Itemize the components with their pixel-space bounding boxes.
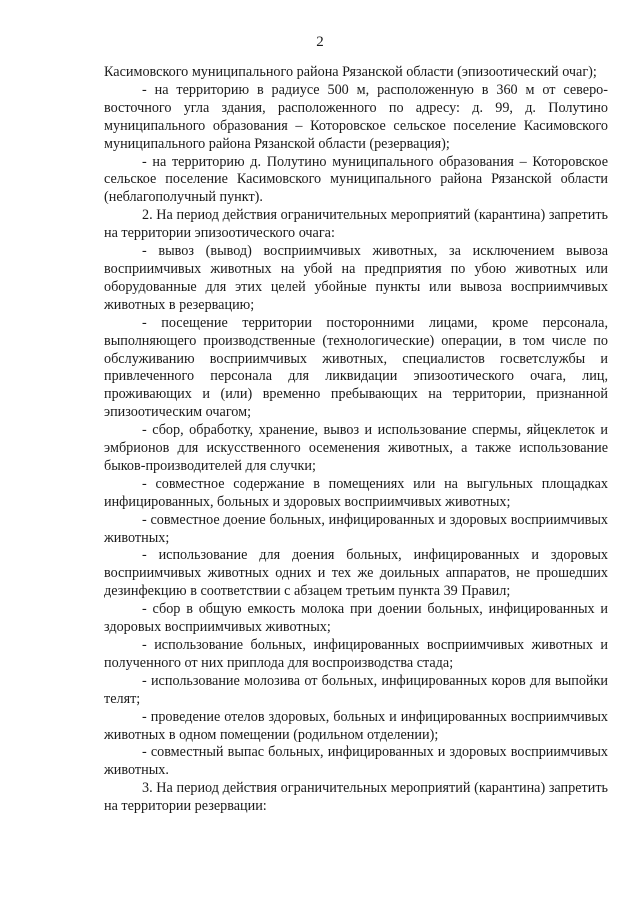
paragraph: - сбор в общую емкость молока при доении больных, инфицированных и здоровых восприимчивых животных; — [104, 601, 608, 636]
paragraph: - совместное содержание в помещениях или на выгульных площадках инфицированных, больных и здоровых восприимчивых животных; — [104, 475, 608, 510]
paragraph: - совместный выпас больных, инфицированных и здоровых восприимчивых животных. — [104, 744, 608, 779]
page-number: 2 — [316, 34, 324, 50]
paragraph: - сбор, обработку, хранение, вывоз и использование спермы, яйцеклеток и эмбрионов для искусственного осеменения животных, а также использование быков-производителей для случки; — [104, 422, 608, 474]
paragraph: - проведение отелов здоровых, больных и инфицированных восприимчивых животных в одном помещении (родильном отделении); — [104, 708, 608, 743]
paragraph: - на территорию в радиусе 500 м, расположенную в 360 м от северо-восточного угла здания, расположенного по адресу: д. 99, д. Полутино муниципального образования – Которовское сельское поселение Касимовского муниципального района Рязанской области (резервация); — [104, 81, 608, 152]
paragraph: 3. На период действия ограничительных мероприятий (карантина) запретить на территории резервации: — [104, 780, 608, 815]
paragraph: - использование больных, инфицированных восприимчивых животных и полученного от них приплода для воспроизводства стада; — [104, 637, 608, 671]
document-body — [104, 64, 608, 816]
paragraph: - посещение территории посторонними лицами, кроме персонала, выполняющего производственные (технологические) операции, в том числе по обслуживанию восприимчивых животных, специалистов госветслужбы и привлеченного персонала для ликвидации эпизоотического очага, лиц, проживающих и (или) временно пребывающих на территории, признанной эпизоотическим очагом; — [104, 314, 608, 421]
paragraph: - использование для доения больных, инфицированных и здоровых восприимчивых животных одних и тех же доильных аппаратов, не прошедших дезинфекцию в соответствии с абзацем третьим пункта 39 Правил; — [104, 547, 608, 600]
paragraph: - вывоз (вывод) восприимчивых животных, за исключением вывоза восприимчивых животных на убой на предприятия по убою животных или оборудованные для этих целей убойные пункты или вывоза восприимчивых животных в резервацию; — [104, 243, 608, 313]
paragraph: Касимовского муниципального района Рязанской области (эпизоотический очаг); — [104, 64, 597, 80]
paragraph: - использование молозива от больных, инфицированных коров для выпойки телят; — [104, 672, 608, 707]
paragraph: 2. На период действия ограничительных мероприятий (карантина) запретить на территории эпизоотического очага: — [104, 207, 608, 242]
paragraph: - совместное доение больных, инфицированных и здоровых восприимчивых животных; — [104, 511, 608, 546]
paragraph: - на территорию д. Полутино муниципального образования – Которовское сельское поселение Касимовского муниципального района Рязанской области (неблагополучный пункт). — [104, 153, 608, 206]
